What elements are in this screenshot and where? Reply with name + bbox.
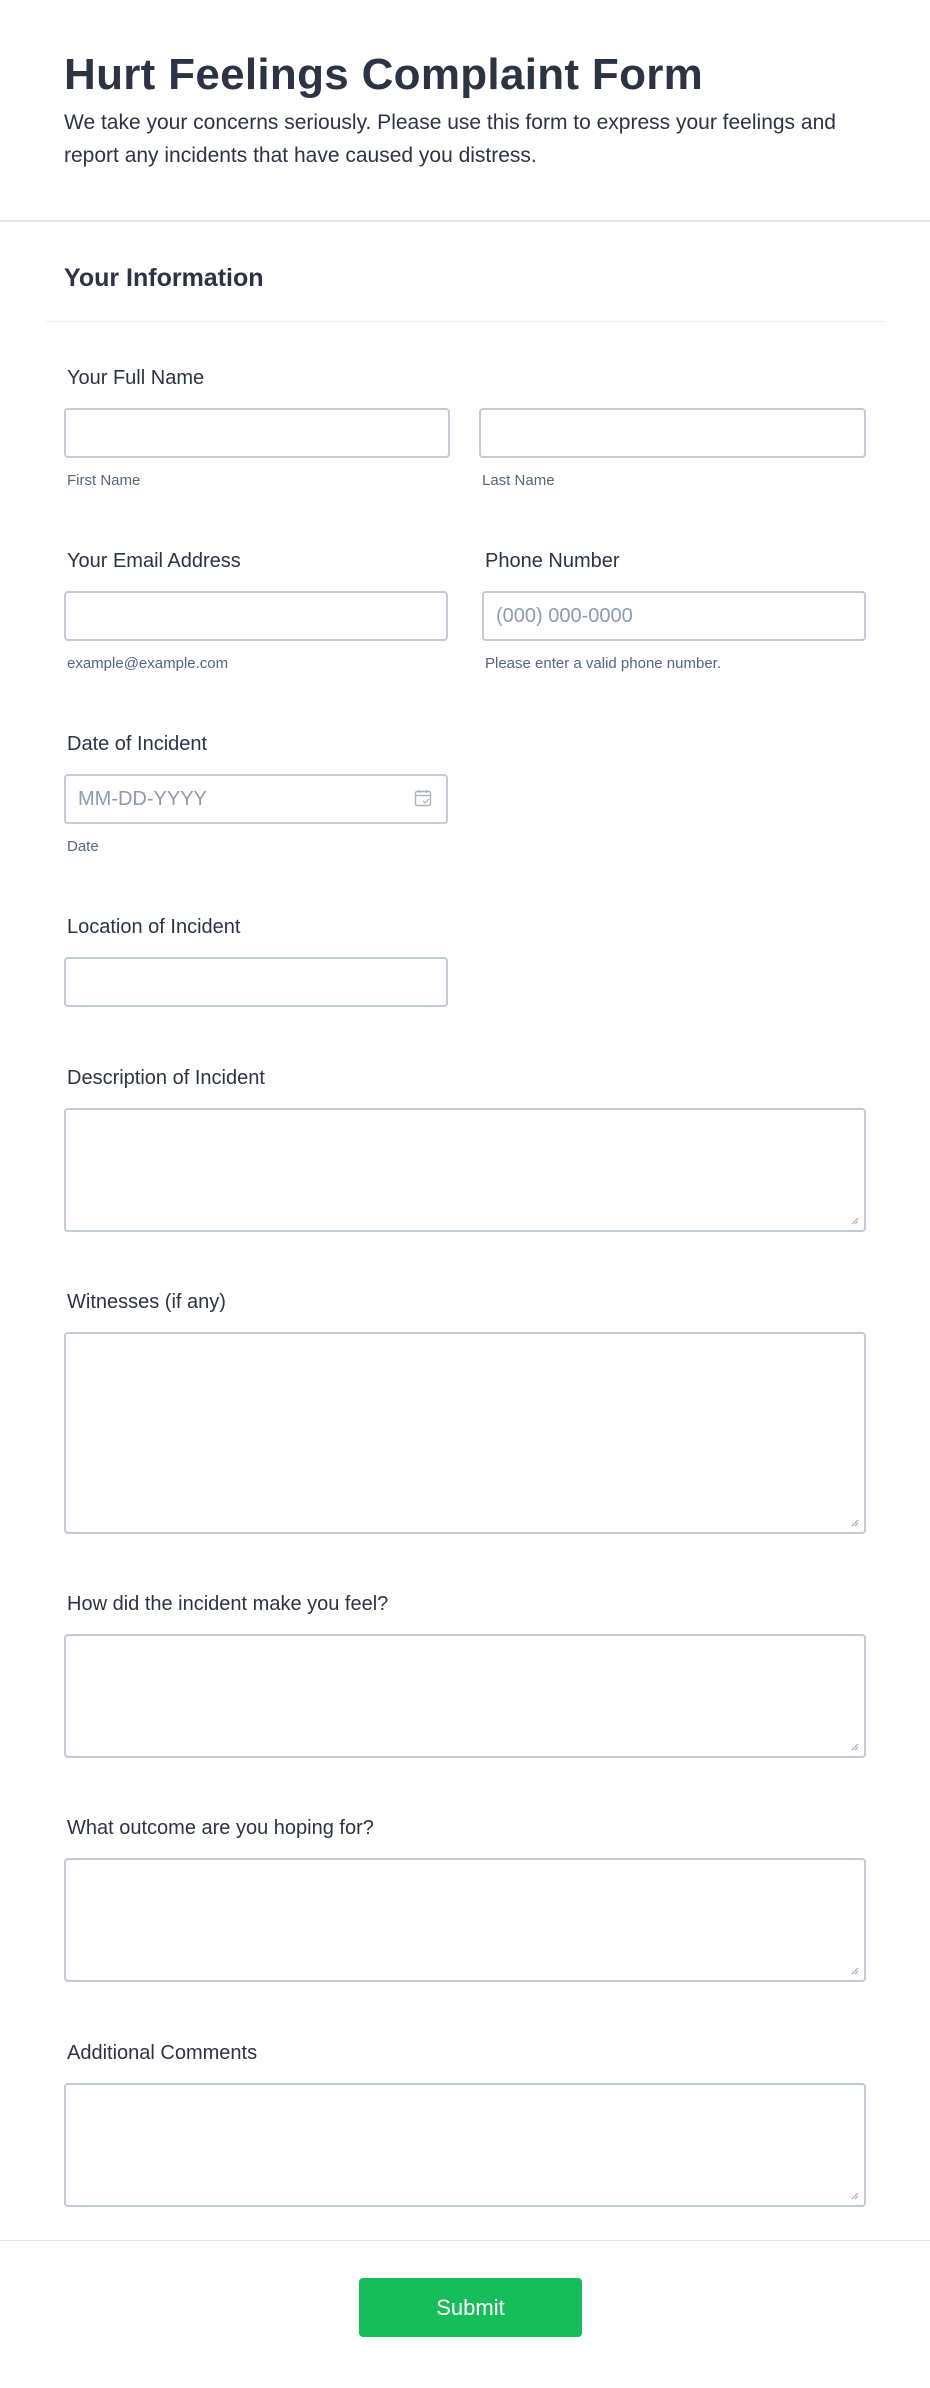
date-input[interactable] xyxy=(64,774,448,824)
outcome-label: What outcome are you hoping for? xyxy=(67,1817,374,1839)
outcome-textarea[interactable] xyxy=(64,1858,866,1982)
comments-label: Additional Comments xyxy=(67,2042,258,2064)
date-label: Date of Incident xyxy=(67,733,208,755)
first-name-input[interactable] xyxy=(64,408,450,458)
first-name-sublabel: First Name xyxy=(67,472,141,489)
last-name-sublabel: Last Name xyxy=(482,472,555,489)
feelings-textarea[interactable] xyxy=(64,1634,866,1758)
form-title: Hurt Feelings Complaint Form xyxy=(64,50,704,99)
full-name-label: Your Full Name xyxy=(67,367,205,389)
description-textarea[interactable] xyxy=(64,1108,866,1232)
witnesses-label: Witnesses (if any) xyxy=(67,1291,226,1313)
footer-divider xyxy=(0,2240,930,2241)
comments-textarea[interactable] xyxy=(64,2083,866,2207)
witnesses-textarea[interactable] xyxy=(64,1332,866,1534)
phone-sublabel: Please enter a valid phone number. xyxy=(485,655,721,672)
submit-button[interactable]: Submit xyxy=(359,2278,582,2337)
phone-input[interactable] xyxy=(482,591,866,641)
feelings-label: How did the incident make you feel? xyxy=(67,1593,389,1615)
last-name-input[interactable] xyxy=(479,408,866,458)
phone-label: Phone Number xyxy=(485,550,620,572)
section-title: Your Information xyxy=(64,264,264,292)
description-label: Description of Incident xyxy=(67,1067,265,1089)
form-subtitle: We take your concerns seriously. Please use this form to express your feelings and report any incidents that have caused you distress. xyxy=(64,111,836,167)
section-divider xyxy=(46,321,884,322)
email-label: Your Email Address xyxy=(67,550,241,572)
location-label: Location of Incident xyxy=(67,916,241,938)
calendar-icon[interactable] xyxy=(414,789,432,807)
date-sublabel: Date xyxy=(67,838,99,855)
form-header xyxy=(0,0,930,222)
location-input[interactable] xyxy=(64,957,448,1007)
email-input[interactable] xyxy=(64,591,448,641)
email-sublabel: example@example.com xyxy=(67,655,229,672)
